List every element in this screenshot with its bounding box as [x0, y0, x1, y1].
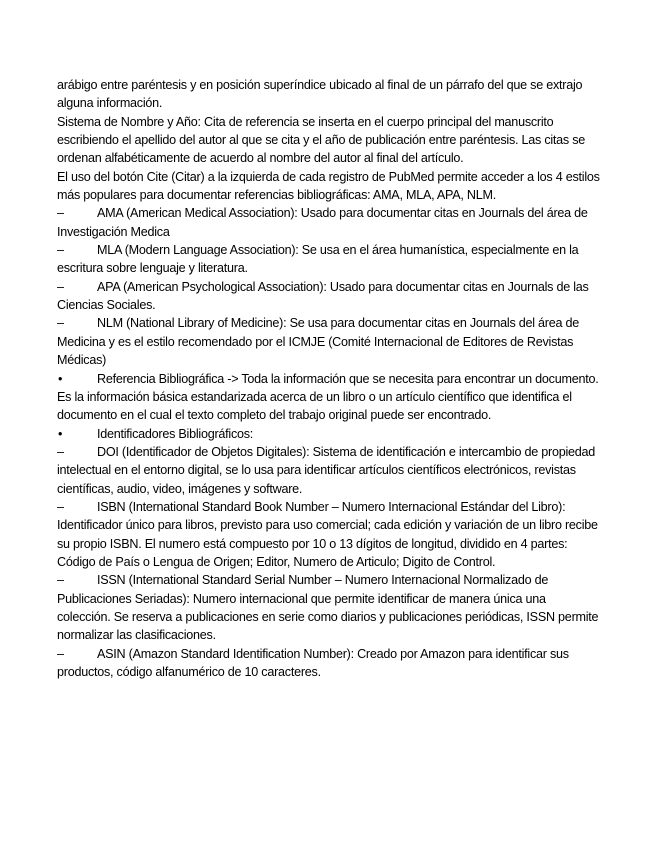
bullet-item-text: Referencia Bibliográfica -> Toda la información que se necesita para encontrar un documento. Es la información básica estandarizada acerca de un libro o un artículo científico que identifica el documento en el cual el texto completo del trabajo original puede ser encontrado. — [57, 371, 599, 423]
list-item-text: NLM (National Library of Medicine): Se usa para documentar citas en Journals del área de Medicina y es el estilo recomendado por el ICMJE (Comité Internacional de Editores de Revistas Médicas) — [57, 316, 580, 368]
bullet-icon: • — [58, 426, 63, 441]
paragraph-cite-button — [57, 168, 602, 205]
dash-marker: – — [57, 206, 64, 221]
paragraph-numeric-system-end — [57, 76, 602, 113]
bullet-item-referencia-bibliografica — [57, 370, 602, 425]
paragraph-text: El uso del botón Cite (Citar) a la izquierda de cada registro de PubMed permite acceder a los 4 estilos más populares para documentar referencias bibliográficas: AMA, MLA, APA, NLM. — [57, 169, 600, 203]
list-item-text: MLA (Modern Language Association): Se usa en el área humanística, especialmente en la escritura sobre lenguaje y literatura. — [57, 243, 579, 276]
document-page — [57, 76, 602, 681]
paragraph-name-year-system — [57, 113, 602, 168]
list-item-issn — [57, 571, 602, 644]
dash-marker: – — [57, 646, 64, 661]
list-item-ama — [57, 204, 602, 241]
dash-marker: – — [57, 499, 64, 514]
dash-marker: – — [57, 243, 64, 258]
list-item-asin — [57, 645, 602, 682]
list-item-text: ISBN (International Standard Book Number – Numero Internacional Estándar del Libro): Identificador único para libros, previsto para uso comercial; cada edición y variación de un libro recibe su propio ISBN. El numero está compuesto por 10 o 13 dígitos de longitud, dividido en 4 partes: Código de País o Lengua de Origen; Editor, Numero de Articulo; Digito de Control. — [57, 499, 598, 569]
list-item-text: ISSN (International Standard Serial Number – Numero Internacional Normalizado de Publicaciones Seriadas): Numero internacional que permite identificar de manera única una colección. Se reserva a publicaciones en serie como diarios y publicaciones periódicas, ISSN permite normalizar las clasificaciones. — [57, 573, 599, 643]
list-item-text: DOI (Identificador de Objetos Digitales): Sistema de identificación e intercambio de propiedad intelectual en el entorno digital, se lo usa para identificar artículos científicos electrónicos, revistas científicas, audio, video, imágenes y software. — [57, 444, 596, 496]
list-item-apa — [57, 278, 602, 315]
bullet-item-identificadores — [57, 425, 602, 443]
list-item-doi — [57, 443, 602, 498]
dash-marker: – — [57, 316, 64, 331]
dash-marker: – — [57, 279, 64, 294]
list-item-text: APA (American Psychological Association): Usado para documentar citas en Journals de las Ciencias Sociales. — [57, 279, 589, 313]
paragraph-text: arábigo entre paréntesis y en posición superíndice ubicado al final de un párrafo del que se extrajo alguna información. — [57, 78, 583, 111]
bullet-icon: • — [58, 371, 63, 386]
paragraph-text: Sistema de Nombre y Año: Cita de referencia se inserta en el cuerpo principal del manuscrito escribiendo el apellido del autor al que se cita y el año de publicación entre paréntesis. Las citas se ordenan alfabéticamente de acuerdo al nombre del autor al final del artículo. — [57, 114, 586, 166]
dash-marker: – — [57, 444, 64, 459]
bullet-item-text: Identificadores Bibliográficos: — [97, 426, 254, 441]
list-item-isbn — [57, 498, 602, 571]
dash-marker: – — [57, 573, 64, 588]
list-item-text: ASIN (Amazon Standard Identification Number): Creado por Amazon para identificar sus productos, código alfanumérico de 10 caracteres. — [57, 646, 569, 679]
list-item-mla — [57, 241, 602, 278]
list-item-nlm — [57, 314, 602, 369]
list-item-text: AMA (American Medical Association): Usado para documentar citas en Journals del área de Investigación Medica — [57, 206, 588, 239]
